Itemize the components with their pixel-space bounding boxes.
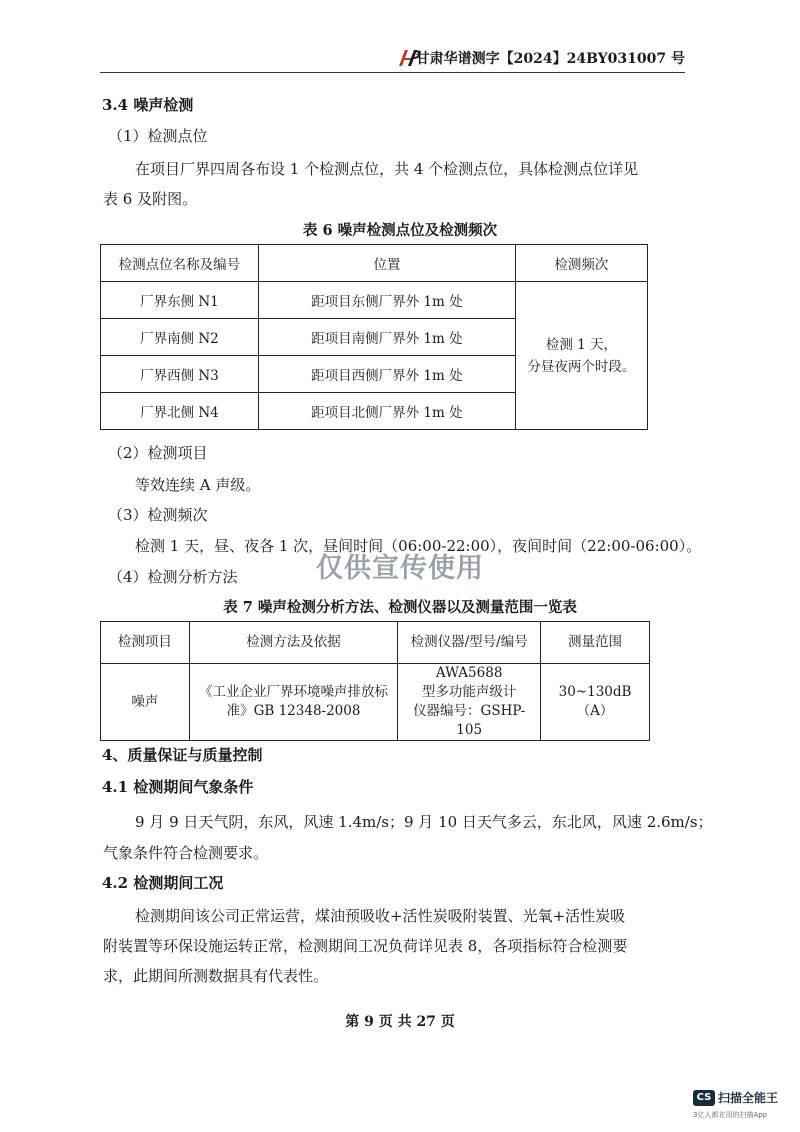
point-name-cell: 厂界南侧 N2 [101,319,259,356]
table6-header-cell: 检测点位名称及编号 [101,245,259,282]
table7-header-row [101,622,650,664]
working-conditions-line1: 检测期间该公司正常运营，煤油预吸收+活性炭吸附装置、光氧+活性炭吸 [135,907,626,925]
monitoring-items-text: 等效连续 A 声级。 [135,476,261,494]
monitoring-item-cell: 噪声 [101,664,190,741]
table7-header-cell: 检测仪器/型号/编号 [398,622,541,664]
table7 [100,621,650,741]
point-name-cell: 厂界西侧 N3 [101,356,259,393]
subsection-monitoring-points: （1）检测点位 [108,127,208,145]
table-row [101,282,648,319]
table7-header-cell: 检测项目 [101,622,190,664]
instrument-line3: 仪器编号：GSHP-105 [413,703,526,738]
table6-header-cell: 位置 [258,245,515,282]
range-cell: 30~130dB（A） [541,664,650,741]
table6-header-row [101,245,648,282]
instrument-line2: 型多功能声级计 [421,684,517,700]
monitoring-points-paragraph-line2: 表 6 及附图。 [103,190,198,208]
point-location-cell: 距项目东侧厂界外 1m 处 [258,282,515,319]
camscanner-name: 扫描全能王 [718,1091,779,1105]
section-4-1-title: 4.1 检测期间气象条件 [102,778,254,796]
section-4-2-title: 4.2 检测期间工况 [102,874,224,892]
subsection-monitoring-items: （2）检测项目 [108,444,208,462]
camscanner-slogan: 3亿人都在用的扫描App [693,1111,768,1119]
camscanner-logo-icon: CS [693,1090,715,1106]
monitoring-points-paragraph-line1: 在项目厂界四周各布设 1 个检测点位，共 4 个检测点位，具体检测点位详见 [135,160,639,178]
table-row [101,664,650,741]
instrument-cell [398,664,541,741]
working-conditions-line2: 附装置等环保设施运转正常，检测期间工况负荷详见表 8，各项指标符合检测要 [103,937,628,955]
working-conditions-line3: 求，此期间所测数据具有代表性。 [103,967,329,985]
page-number: 第 9 页 共 27 页 [345,1014,455,1030]
weather-line1: 9 月 9 日天气阴，东风，风速 1.4m/s；9 月 10 日天气多云，东北风，风速 2.6m/s； [135,813,713,831]
subsection-monitoring-frequency: （3）检测频次 [108,506,208,524]
point-name-cell: 厂界东侧 N1 [101,282,259,319]
table6 [100,244,648,430]
method-cell [189,664,398,741]
frequency-line1: 检测 1 天， [545,336,617,353]
report-reference-number: 甘肃华谱测字【2024】24BY031007 号 [415,51,685,67]
method-line1: 《工业企业厂界环境噪声排放标 [199,684,389,700]
section-4-title: 4、质量保证与质量控制 [102,746,263,764]
frequency-line2: 分昼夜两个时段。 [527,358,636,375]
monitoring-frequency-text: 检测 1 天，昼、夜各 1 次，昼间时间（06:00-22:00），夜间时间（22:00-06:00）。 [135,537,702,555]
subsection-analysis-method: （4）检测分析方法 [108,568,238,586]
header-divider [100,72,685,73]
table7-header-cell: 检测方法及依据 [189,622,398,664]
section-3-4-title: 3.4 噪声检测 [102,96,194,114]
page-header [100,46,685,70]
table7-header-cell: 测量范围 [541,622,650,664]
method-line2: 准》GB 12348-2008 [226,703,361,719]
table7-caption: 表 7 噪声检测分析方法、检测仪器以及测量范围一览表 [223,599,577,616]
watermark: 仅供宣传使用 [316,553,484,584]
point-location-cell: 距项目南侧厂界外 1m 处 [258,319,515,356]
frequency-cell [515,282,647,430]
point-name-cell: 厂界北侧 N4 [101,393,259,430]
point-location-cell: 距项目北侧厂界外 1m 处 [258,393,515,430]
point-location-cell: 距项目西侧厂界外 1m 处 [258,356,515,393]
weather-line2: 气象条件符合检测要求。 [103,844,269,862]
table6-caption: 表 6 噪声检测点位及检测频次 [302,222,498,239]
instrument-line1: AWA5688 [435,665,503,681]
table6-header-cell: 检测频次 [515,245,647,282]
